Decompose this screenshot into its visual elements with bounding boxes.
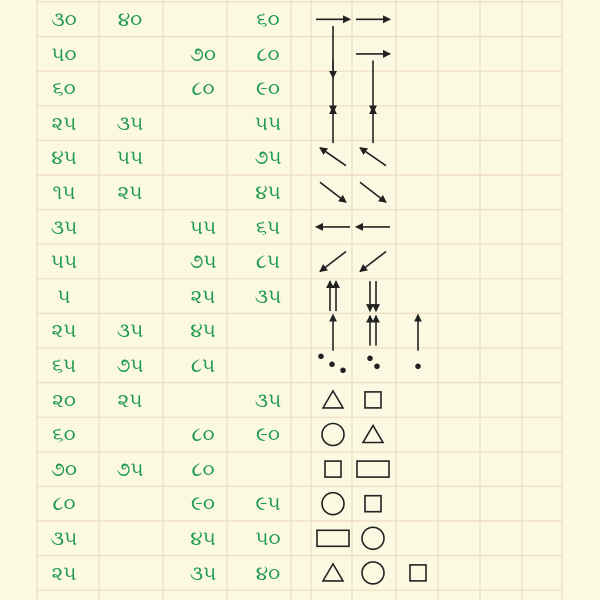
- number-cell: ૨૫: [190, 283, 216, 308]
- dot-icon: [318, 354, 324, 360]
- dot-icon: [340, 368, 346, 374]
- number-cell: ૮૫: [255, 249, 281, 274]
- number-cell: ૭૫: [189, 249, 217, 274]
- number-cell: ૯૦: [256, 76, 280, 101]
- triangle-icon: [363, 426, 383, 443]
- number-cell: ૩૫: [116, 318, 144, 343]
- number-cell: ૩૫: [50, 526, 78, 550]
- number-cell: ૧૫: [52, 180, 76, 204]
- rectangle-icon: [357, 461, 389, 477]
- number-cell: ૪૦: [117, 7, 143, 31]
- number-cell: ૩૫: [50, 214, 78, 239]
- number-cell: ૮૦: [191, 456, 215, 481]
- arrow-icon: [360, 182, 386, 202]
- number-cell: ૮૦: [52, 491, 76, 516]
- number-cell: ૪૫: [51, 145, 77, 170]
- number-cell: ૭૫: [116, 353, 144, 377]
- number-cell: ૫૦: [255, 526, 281, 550]
- circle-icon: [362, 527, 384, 549]
- square-icon: [365, 392, 381, 408]
- dot-icon: [329, 362, 335, 368]
- arrow-icon: [320, 182, 346, 202]
- number-cell: ૮૦: [256, 41, 280, 66]
- number-cell: ૫૫: [189, 214, 217, 239]
- number-cell: ૭૦: [51, 456, 77, 481]
- number-cell: ૮૦: [191, 76, 215, 101]
- square-icon: [365, 496, 381, 512]
- circle-icon: [322, 493, 344, 515]
- number-cell: ૩૫: [116, 110, 144, 135]
- number-cell: ૯૦: [191, 491, 215, 516]
- number-cell: ૬૦: [256, 7, 280, 31]
- number-cell: ૨૦: [52, 387, 76, 412]
- number-cell: ૭૫: [116, 456, 144, 481]
- number-cell: ૩૫: [189, 560, 217, 585]
- number-cell: ૪૫: [190, 526, 216, 550]
- arrow-icon: [320, 252, 346, 272]
- number-cell: ૪૫: [190, 318, 216, 343]
- number-cell: ૬૦: [52, 76, 76, 101]
- square-icon: [410, 565, 426, 581]
- number-cell: ૬૦: [52, 422, 76, 447]
- number-cell: ૩૫: [254, 387, 282, 412]
- number-cell: ૮૫: [190, 353, 216, 377]
- number-cell: ૭૫: [254, 145, 282, 170]
- number-cell: ૫૫: [254, 110, 282, 135]
- number-cell: ૨૫: [117, 387, 143, 412]
- number-cell: ૨૫: [117, 180, 143, 204]
- number-cell: ૭૦: [190, 41, 216, 66]
- circle-icon: [362, 562, 384, 584]
- circle-icon: [322, 424, 344, 446]
- number-cell: ૯૦: [256, 422, 280, 447]
- number-cell: ૫૦: [51, 41, 77, 66]
- number-cell: ૮૦: [191, 422, 215, 447]
- number-cell: ૨૫: [51, 560, 77, 585]
- number-cell: ૨૫: [51, 318, 77, 343]
- number-cell: ૬૫: [51, 353, 77, 377]
- number-cell: ૯૫: [255, 491, 281, 516]
- number-cell: ૪૫: [255, 180, 281, 204]
- number-cell: ૪૦: [255, 560, 281, 585]
- number-cell: ૬૫: [255, 214, 281, 239]
- number-cell: ૩૫: [254, 283, 282, 308]
- number-cell: ૩૦: [51, 7, 77, 31]
- arrow-icon: [360, 252, 386, 272]
- dot-icon: [374, 364, 380, 370]
- number-cell: ૫૫: [50, 249, 78, 274]
- triangle-icon: [323, 391, 343, 408]
- number-cell: ૨૫: [51, 110, 77, 135]
- dot-icon: [415, 364, 421, 370]
- number-cell: ૫: [57, 283, 71, 308]
- dot-icon: [367, 356, 373, 362]
- triangle-icon: [323, 564, 343, 581]
- square-icon: [325, 461, 341, 477]
- number-cell: ૫૫: [116, 145, 144, 170]
- arrow-icon: [360, 148, 386, 166]
- rectangle-icon: [317, 530, 349, 546]
- arrow-icon: [320, 148, 346, 166]
